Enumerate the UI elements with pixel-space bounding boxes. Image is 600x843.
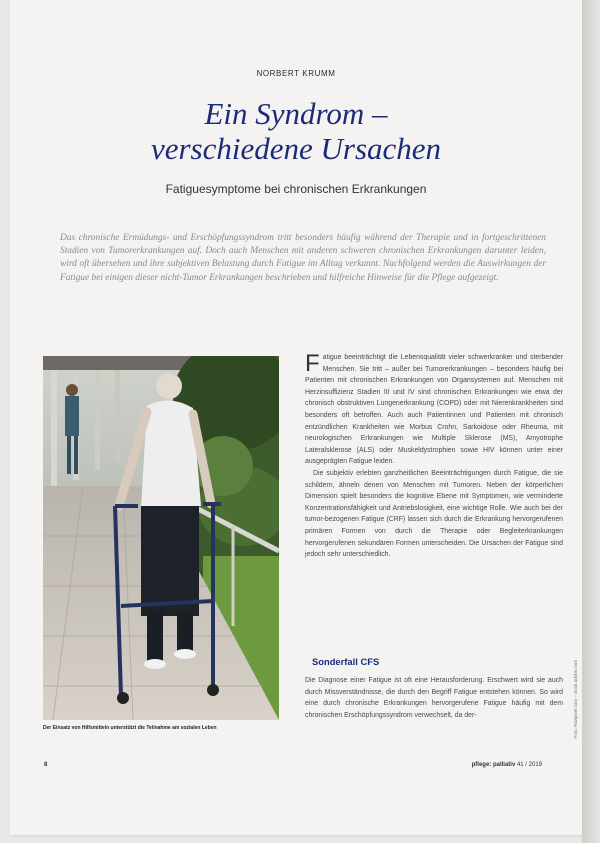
- article-intro: Das chronische Ermüdungs- und Erschöpfungssyndrom tritt besonders häufig während der Therapie und in fortgeschrittenen Stadien von Tumorerkrankungen auf. Doch auch Menschen mit anderen schweren chronischen Erkrankungen darunter leiden, wird oft übersehen und ihre subjektiven Belastung durch Fatigue im Alltag verkannt. Nachfolgend werden die Auswirkungen der Fatigue bei einigen dieser nicht-Tumor Erkrankungen beschrieben und hilfreiche Hinweise für die Pflege aufgezeigt.: [60, 233, 546, 283]
- section-heading: Sonderfall CFS: [312, 656, 380, 667]
- article-photo: [43, 356, 279, 720]
- author-name: NORBERT KRUMM: [256, 69, 336, 78]
- magazine-footer: [472, 762, 542, 768]
- article-title-line-2: verschiedene Ursachen: [150, 131, 442, 166]
- photo-credit: Foto: Rawpixel.com – stock.adobe.com: [573, 660, 578, 739]
- page-number: 8: [44, 762, 48, 768]
- body-paragraph-3: Die Diagnose einer Fatigue ist oft eine Herausforderung. Erschwert wird sie auch durch Missverständnisse, die durch den Begriff Fatigue entstehen können. So wird eine durch chronische Erkrankungen hervorgerufene Fatigue häufig mit dem chronischen Erschöpfungssyndrom verwechselt, da der-: [305, 677, 563, 719]
- article-title: [10, 96, 582, 166]
- elderly-walker-illustration: [43, 356, 279, 720]
- article-subtitle: Fatiguesymptome bei chronischen Erkrankungen: [165, 182, 427, 196]
- body-column-top: [305, 352, 563, 561]
- body-paragraph-2: Die subjektiv erlebten ganzheitlichen Beeinträchtigungen durch Fatigue, die sie schildern, ähneln denen von Menschen mit Tumoren. Neben der körperlichen Dimension spielt besonders die kognitive Ebene mit Symptomen, wie verminderte Konzentrationsfähigkeit und Antriebslosigkeit, eine wichtige Rolle. Wie auch bei der tumor-bezogenen Fatigue (CRF) lassen sich durch die Erkrankung hervorgerufenen primären Formen von durch die Therapie oder Begleiterkrankungen hervorgerufenen sekundären Formen unterscheiden. Die Ursachen der Fatigue sind jedoch sehr unterschiedlich.: [305, 469, 563, 559]
- magazine-page: [10, 0, 582, 835]
- drop-cap: F: [305, 350, 320, 377]
- magazine-name: pflege: palliativ: [471, 762, 516, 768]
- body-paragraph-1-text: atigue beeinträchtigt die Lebensqualität vieler schwerkranker und sterbender Menschen. Sie tritt – außer bei Tumorerkrankungen – besonders häufig bei Patienten mit chronischen Erkrankungen von Organsystemen auf. Menschen mit Herzinsuffizienz Stadien III und IV sind chronischen Erkrankungen wie etwa der chronisch obstruktiven Lungenerkrankung (COPD) oder mit Nierenkrankheiten sind besonders oft betroffen. Auch auch Patientinnen und Patienten mit chronisch entzündlichen Krankheiten wie Morbus Crohn, Sarkoidose oder Rheuma, mit neurologischen Erkrankungen wie Multiple Sklerose (MS), Amyotrophe Lateralsklerose (ALS) oder Muskeldystrophien sowie HIV können unter einer ausgeprägten Fatigue leiden.: [305, 354, 563, 466]
- magazine-issue: 41 / 2019: [516, 762, 542, 768]
- adjacent-page-edge: [582, 0, 600, 843]
- article-title-line-1: Ein Syndrom –: [204, 96, 388, 131]
- photo-caption: Der Einsatz von Hilfsmitteln unterstützt die Teilnahme am sozialen Leben: [43, 725, 217, 731]
- body-column-bottom: [305, 675, 563, 721]
- body-paragraph-1: [305, 352, 563, 468]
